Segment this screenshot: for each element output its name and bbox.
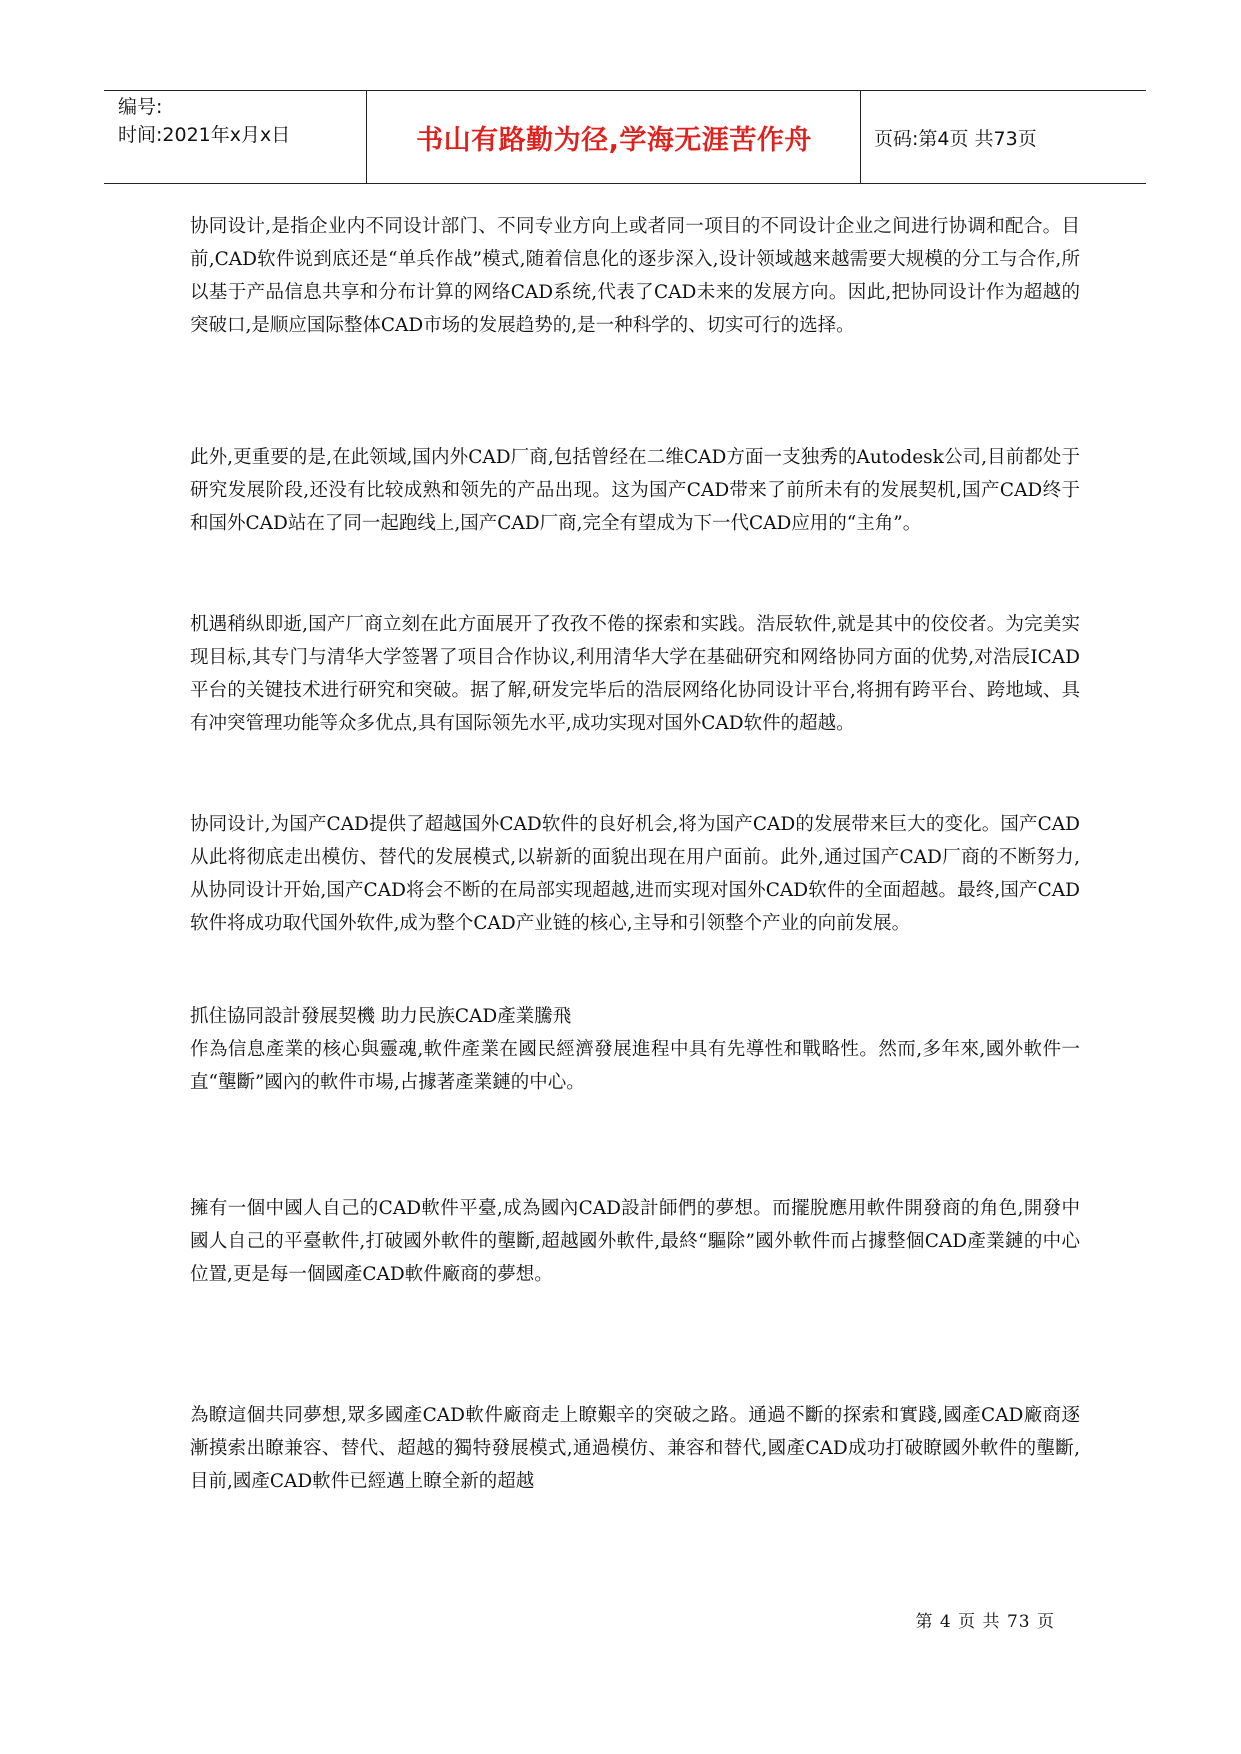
header-motto: 书山有路勤为径,学海无涯苦作舟 (416, 124, 812, 156)
paragraph-6: 擁有一個中國人自己的CAD軟件平臺,成為國內CAD設計師們的夢想。而擺脫應用軟件開發商的角色,開發中國人自己的平臺軟件,打破國外軟件的壟斷,超越國外軟件,最終“驅除”國外軟件而占據整個CAD產業鏈的中心位置,更是每一個國產CAD軟件廠商的夢想。 (190, 1198, 1080, 1285)
paragraph-1: 协同设计,是指企业内不同设计部门、不同专业方向上或者同一项目的不同设计企业之间进行协调和配合。目前,CAD软件说到底还是“单兵作战”模式,随着信息化的逐步深入,设计领域越来越需要大规模的分工与合作,所以基于产品信息共享和分布计算的网络CAD系统,代表了CAD未来的发展方向。因此,把协同设计作为超越的突破口,是顺应国际整体CAD市场的发展趋势的,是一种科学的、切实可行的选择。 (190, 216, 1080, 336)
paragraph-2: 此外,更重要的是,在此领域,国内外CAD厂商,包括曾经在二维CAD方面一支独秀的Autodesk公司,目前都处于研究发展阶段,还没有比较成熟和领先的产品出现。这为国产CAD带来了前所未有的发展契机,国产CAD终于和国外CAD站在了同一起跑线上,国产CAD厂商,完全有望成为下一代CAD应用的“主角”。 (190, 447, 1080, 534)
page-header (104, 90, 1146, 184)
paragraph-5: 作為信息產業的核心與靈魂,軟件產業在國民經濟發展進程中具有先導性和戰略性。然而,多年來,國外軟件一直“壟斷”國內的軟件市場,占據著產業鏈的中心。 (190, 1039, 1080, 1093)
header-divider-left (366, 91, 367, 183)
header-divider-right (860, 91, 861, 183)
doc-number-label: 编号: (118, 96, 163, 118)
doc-time-label: 时间:2021年x月x日 (118, 124, 291, 146)
header-page-label: 页码:第4页 共73页 (874, 127, 1037, 150)
paragraph-3: 机遇稍纵即逝,国产厂商立刻在此方面展开了孜孜不倦的探索和实践。浩辰软件,就是其中的佼佼者。为完美实现目标,其专门与清华大学签署了项目合作协议,利用清华大学在基础研究和网络协同方面的优势,对浩辰ICAD平台的关键技术进行研究和突破。据了解,研发完毕后的浩辰网络化协同设计平台,将拥有跨平台、跨地域、具有冲突管理功能等众多优点,具有国际领先水平,成功实现对国外CAD软件的超越。 (190, 614, 1080, 734)
page-footer: 第 4 页 共 73 页 (915, 1612, 1055, 1632)
section-heading: 抓住協同設計發展契機 助力民族CAD產業騰飛 (190, 1006, 572, 1027)
paragraph-7: 為瞭這個共同夢想,眾多國產CAD軟件廠商走上瞭艱辛的突破之路。通過不斷的探索和實踐,國產CAD廠商逐漸摸索出瞭兼容、替代、超越的獨特發展模式,通過模仿、兼容和替代,國產CAD成功打破瞭國外軟件的壟斷,目前,國產CAD軟件已經邁上瞭全新的超越 (190, 1405, 1080, 1492)
header-left-cell (118, 93, 363, 149)
paragraph-4: 协同设计,为国产CAD提供了超越国外CAD软件的良好机会,将为国产CAD的发展带来巨大的变化。国产CAD从此将彻底走出模仿、替代的发展模式,以崭新的面貌出现在用户面前。此外,通过国产CAD厂商的不断努力,从协同设计开始,国产CAD将会不断的在局部实现超越,进而实现对国外CAD软件的全面超越。最终,国产CAD软件将成功取代国外软件,成为整个CAD产业链的核心,主导和引领整个产业的向前发展。 (190, 814, 1080, 934)
